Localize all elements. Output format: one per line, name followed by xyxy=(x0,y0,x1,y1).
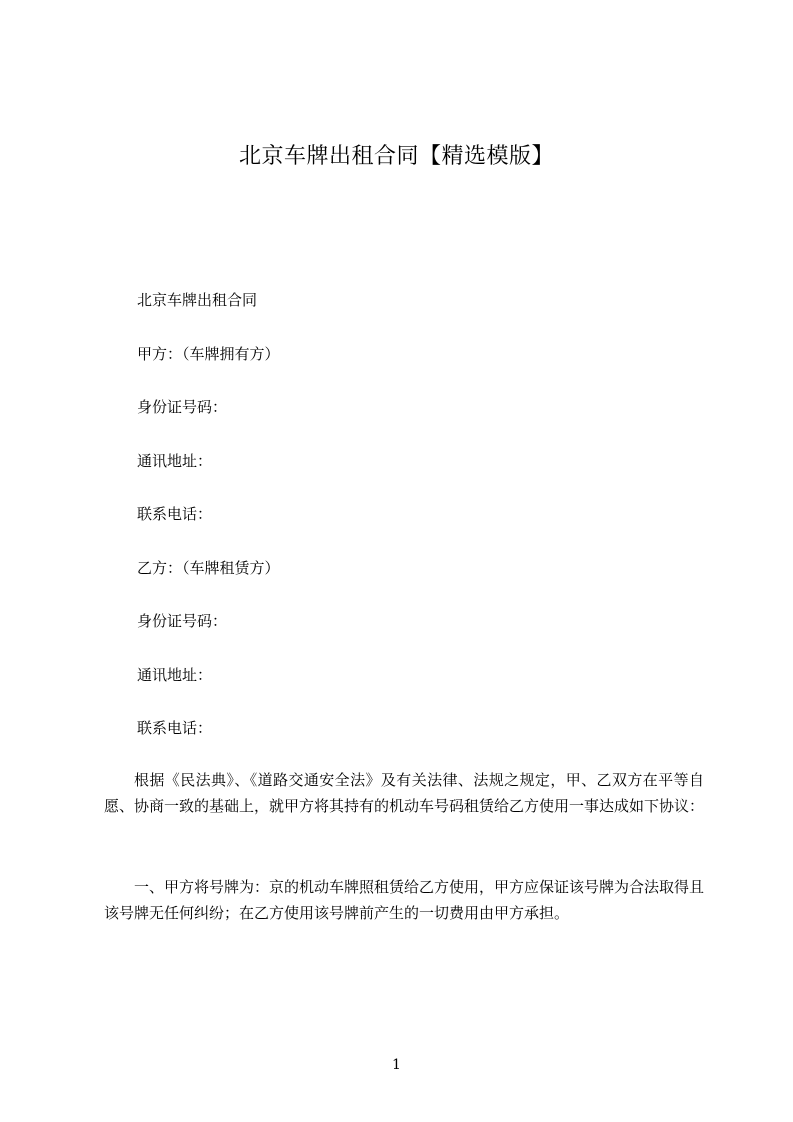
party-a-address-label: 通讯地址： xyxy=(137,452,213,470)
contract-subtitle: 北京车牌出租合同 xyxy=(137,291,258,309)
party-a-phone-label: 联系电话： xyxy=(137,505,213,523)
party-b-label: 乙方：（车牌租赁方） xyxy=(137,559,280,577)
party-b-id-number-label: 身份证号码： xyxy=(137,612,228,630)
document-title: 北京车牌出租合同【精选模版】 xyxy=(238,144,554,169)
party-b-address-label: 通讯地址： xyxy=(137,666,213,684)
party-a-label: 甲方：（车牌拥有方） xyxy=(137,345,280,363)
party-b-phone-label: 联系电话： xyxy=(137,719,213,737)
preamble-paragraph: 根据《民法典》、《道路交通安全法》及有关法律、法规之规定，甲、乙双方在平等自愿、协商一致的基础上，就甲方将其持有的机动车号码租赁给乙方使用一事达成如下协议： xyxy=(104,771,705,815)
party-a-id-number-label: 身份证号码： xyxy=(137,398,228,416)
clause-1-paragraph: 一、甲方将号牌为：京的机动车牌照租赁给乙方使用，甲方应保证该号牌为合法取得且该号牌无任何纠纷；在乙方使用该号牌前产生的一切费用由甲方承担。 xyxy=(104,878,705,922)
page-number: 1 xyxy=(392,1057,401,1073)
